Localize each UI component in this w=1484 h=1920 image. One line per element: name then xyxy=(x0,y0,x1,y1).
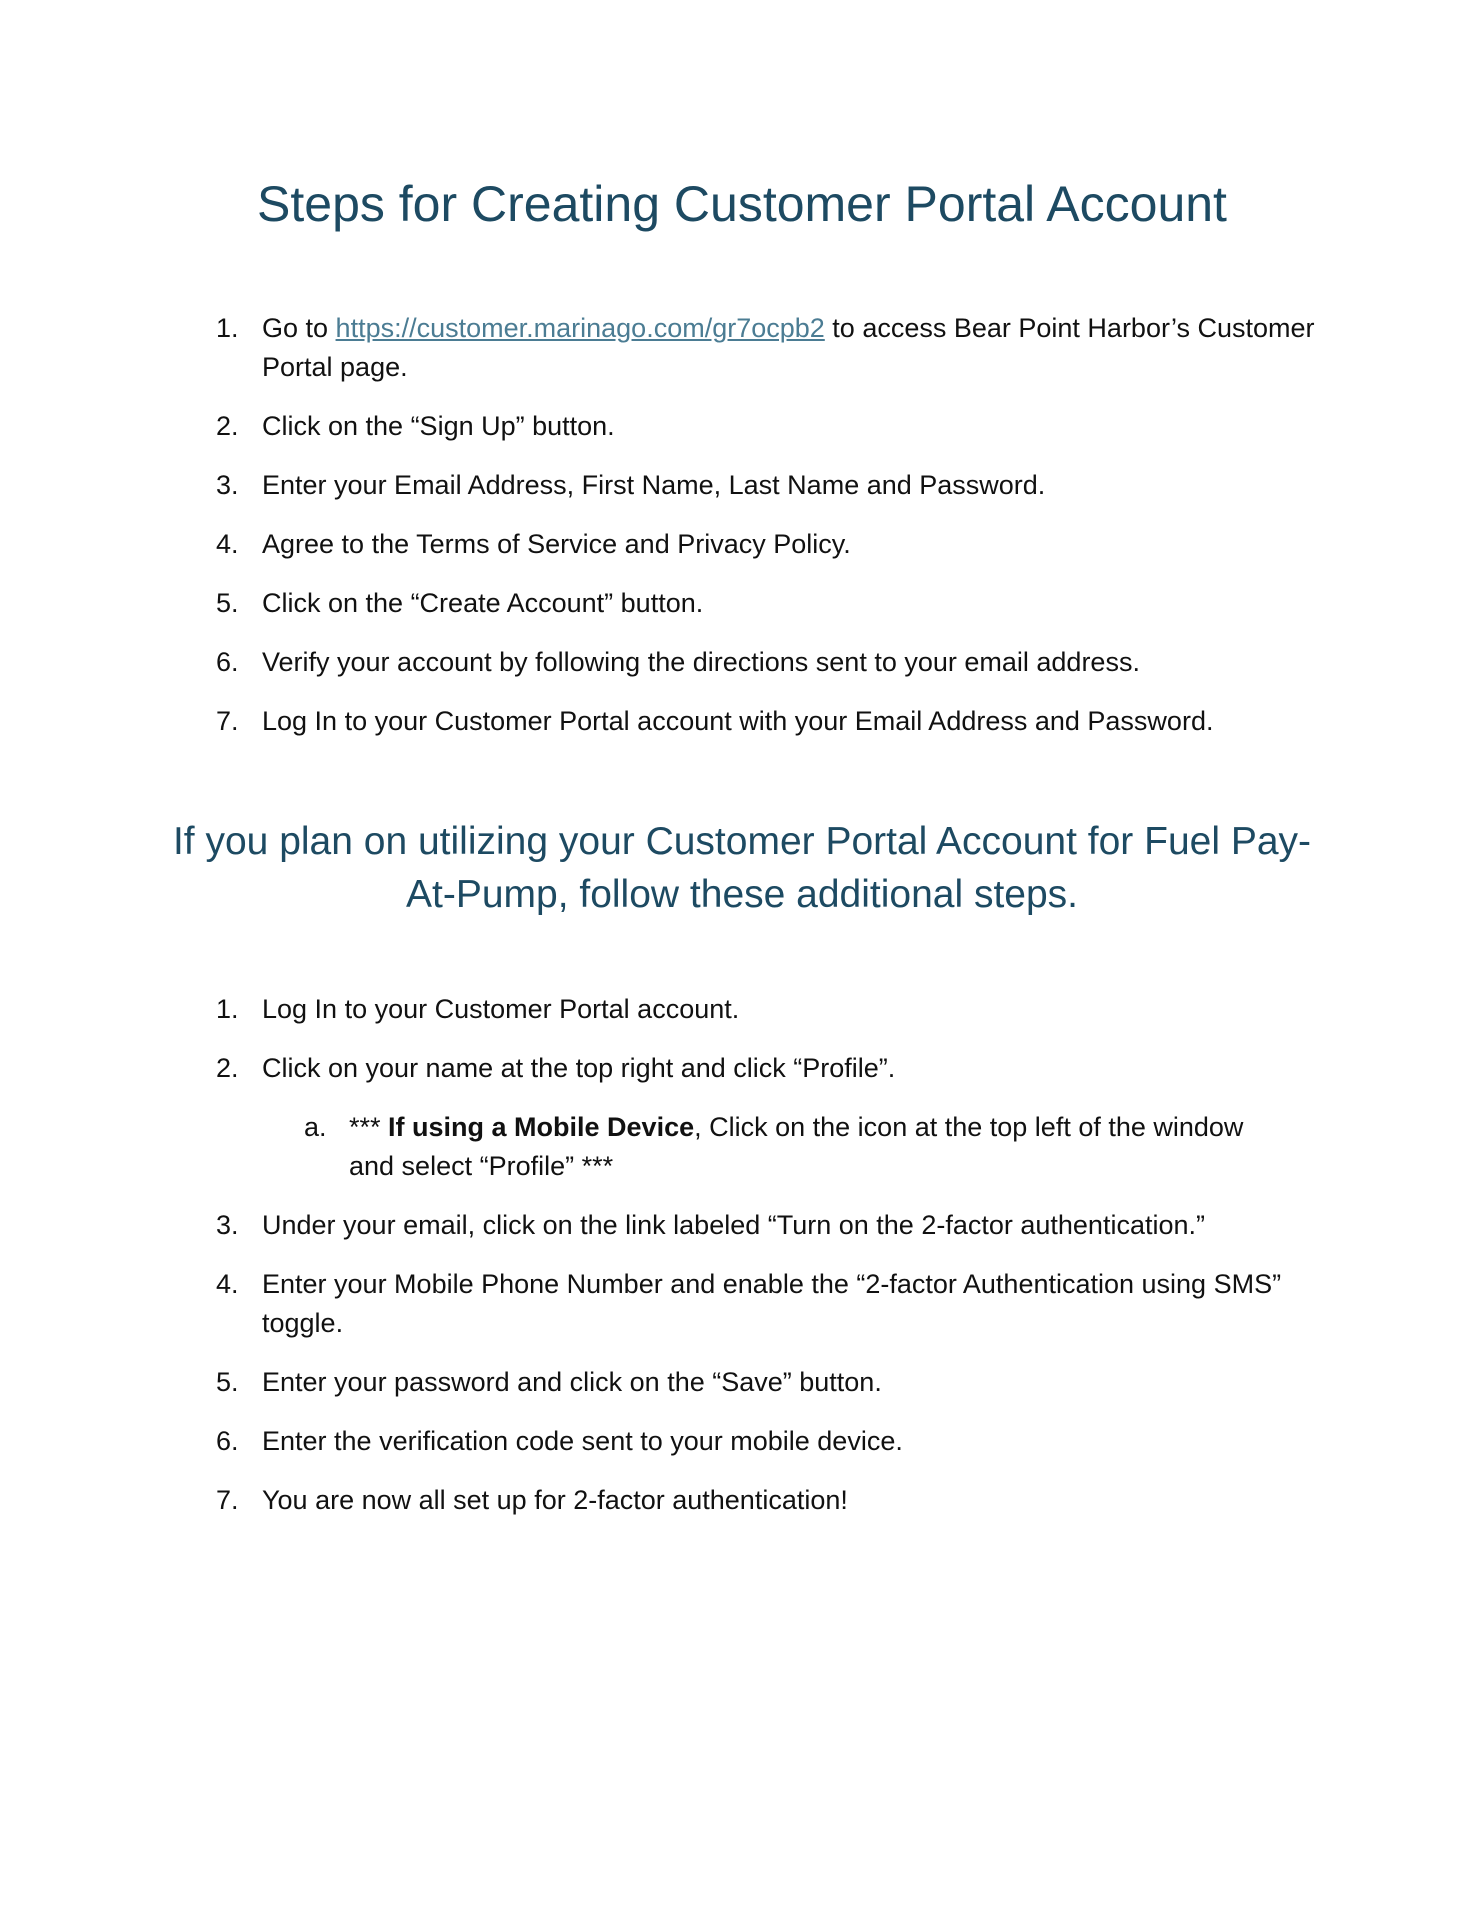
step-number: 4. xyxy=(216,529,239,559)
step-number: 2. xyxy=(216,411,239,441)
list-item xyxy=(0,702,1484,741)
list-item xyxy=(0,525,1484,564)
list-item xyxy=(0,1481,1484,1520)
step-text: Click on the “Sign Up” button. xyxy=(262,411,615,441)
sub-step-text-post: , Click on the icon at the top left of the window and select “Profile” *** xyxy=(349,1112,1244,1181)
step-text: You are now all set up for 2-factor authentication! xyxy=(262,1485,848,1515)
sub-steps-list xyxy=(262,1108,1344,1186)
pay-at-pump-steps-list xyxy=(0,990,1484,1540)
list-item xyxy=(0,1422,1484,1461)
step-text: Agree to the Terms of Service and Privacy Policy. xyxy=(262,529,851,559)
step-number: 3. xyxy=(216,1210,239,1240)
portal-link[interactable]: https://customer.marinago.com/gr7ocpb2 xyxy=(335,313,825,343)
step-text: Enter the verification code sent to your mobile device. xyxy=(262,1426,903,1456)
step-text: Enter your password and click on the “Save” button. xyxy=(262,1367,882,1397)
step-number: 3. xyxy=(216,470,239,500)
list-item xyxy=(0,643,1484,682)
step-text: Log In to your Customer Portal account. xyxy=(262,994,740,1024)
list-item xyxy=(0,1363,1484,1402)
account-steps-list xyxy=(0,309,1484,761)
step-text: Click on your name at the top right and click “Profile”. xyxy=(262,1053,896,1083)
list-item xyxy=(0,1206,1484,1245)
list-item xyxy=(0,466,1484,505)
list-item xyxy=(0,584,1484,623)
sub-step-letter: a. xyxy=(304,1112,327,1142)
section-subtitle: If you plan on utilizing your Customer Portal Account for Fuel Pay-At-Pump, follow these additional steps. xyxy=(172,820,1312,916)
step-text: Click on the “Create Account” button. xyxy=(262,588,704,618)
step-text-pre: Go to xyxy=(262,313,336,343)
step-number: 4. xyxy=(216,1269,239,1299)
sub-step-text-pre: *** xyxy=(349,1112,389,1142)
step-text: Verify your account by following the directions sent to your email address. xyxy=(262,647,1140,677)
step-number: 2. xyxy=(216,1053,239,1083)
list-item xyxy=(0,309,1484,387)
step-number: 1. xyxy=(216,313,239,343)
step-text: Enter your Email Address, First Name, Last Name and Password. xyxy=(262,470,1046,500)
step-number: 5. xyxy=(216,1367,239,1397)
step-number: 6. xyxy=(216,1426,239,1456)
step-number: 7. xyxy=(216,706,239,736)
step-text: Under your email, click on the link labeled “Turn on the 2-factor authentication.” xyxy=(262,1210,1205,1240)
step-text: Log In to your Customer Portal account with your Email Address and Password. xyxy=(262,706,1214,736)
step-text: Enter your Mobile Phone Number and enable the “2-factor Authentication using SMS” toggle. xyxy=(262,1269,1282,1338)
step-number: 1. xyxy=(216,994,239,1024)
sub-step-bold-text: If using a Mobile Device xyxy=(388,1112,695,1142)
step-number: 5. xyxy=(216,588,239,618)
list-item xyxy=(0,407,1484,446)
sub-list-item xyxy=(262,1108,1344,1186)
list-item xyxy=(0,1265,1484,1343)
step-number: 6. xyxy=(216,647,239,677)
list-item xyxy=(0,1049,1484,1186)
step-number: 7. xyxy=(216,1485,239,1515)
list-item xyxy=(0,990,1484,1029)
page-title: Steps for Creating Customer Portal Account xyxy=(257,176,1227,232)
step-text-post: to access Bear Point Harbor’s Customer Portal page. xyxy=(262,313,1315,382)
